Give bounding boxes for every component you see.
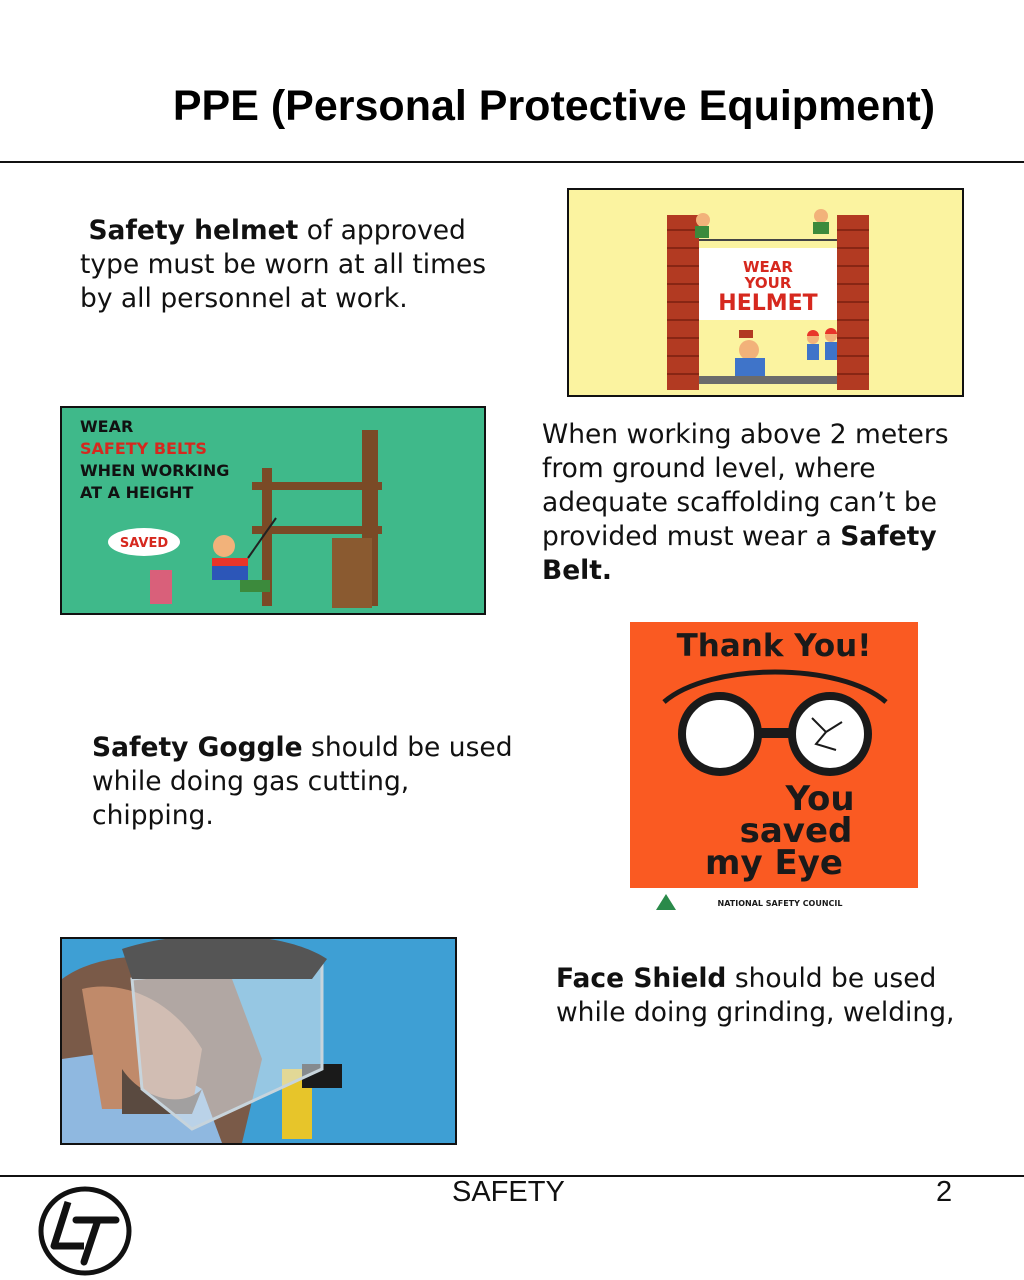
goggle-poster-footer: NATIONAL SAFETY COUNCIL xyxy=(717,899,843,908)
helmet-poster-image xyxy=(567,188,964,397)
face-shield-photo-illustration xyxy=(62,939,455,1143)
safety-belt-poster-illustration xyxy=(62,408,484,613)
belt-poster-line2: SAFETY BELTS xyxy=(80,439,207,458)
goggle-poster-illustration xyxy=(630,622,918,914)
helmet-poster-line2: YOUR xyxy=(744,274,792,292)
safety-belt-text xyxy=(542,418,992,588)
safety-belt-poster-image xyxy=(60,406,486,615)
goggle-poster-top: Thank You! xyxy=(676,628,872,664)
goggle-rest: should be used while doing gas cutting, chipping. xyxy=(92,732,513,831)
helmet-bold: Safety helmet xyxy=(88,215,299,246)
goggle-poster-line1: You xyxy=(785,779,855,819)
face-shield-text xyxy=(556,962,976,1030)
slide-title: PPE (Personal Protective Equipment) xyxy=(172,82,936,130)
belt-poster-bubble: SAVED xyxy=(119,536,169,551)
belt-poster-line4: AT A HEIGHT xyxy=(80,483,194,502)
footer-label: SAFETY xyxy=(452,1176,565,1208)
helmet-poster-line1: WEAR xyxy=(743,258,793,276)
goggle-poster-line2: saved xyxy=(739,811,853,851)
goggle-poster-line3: my Eye xyxy=(705,843,843,883)
helmet-poster-line3: HELMET xyxy=(718,291,818,316)
shield-bold: Face Shield xyxy=(556,963,727,994)
company-logo-icon xyxy=(38,1186,132,1276)
title-divider xyxy=(0,161,1024,163)
goggle-poster-image xyxy=(630,622,918,914)
belt-bold: Safety Belt. xyxy=(542,521,937,586)
belt-poster-line1: WEAR xyxy=(80,417,134,436)
goggle-bold: Safety Goggle xyxy=(92,732,303,763)
helmet-poster-illustration xyxy=(569,190,962,395)
belt-rest: When working above 2 meters from ground level, where adequate scaffolding can’t be provided must wear a xyxy=(542,419,949,552)
page-number: 2 xyxy=(936,1176,953,1208)
belt-poster-line3: WHEN WORKING xyxy=(80,461,230,480)
helmet-rest: of approved type must be worn at all times by all personnel at work. xyxy=(80,215,487,314)
safety-goggle-text xyxy=(92,731,522,833)
face-shield-photo xyxy=(60,937,457,1145)
helmet-text xyxy=(80,214,520,316)
shield-rest: should be used while doing grinding, welding, xyxy=(556,963,955,1028)
